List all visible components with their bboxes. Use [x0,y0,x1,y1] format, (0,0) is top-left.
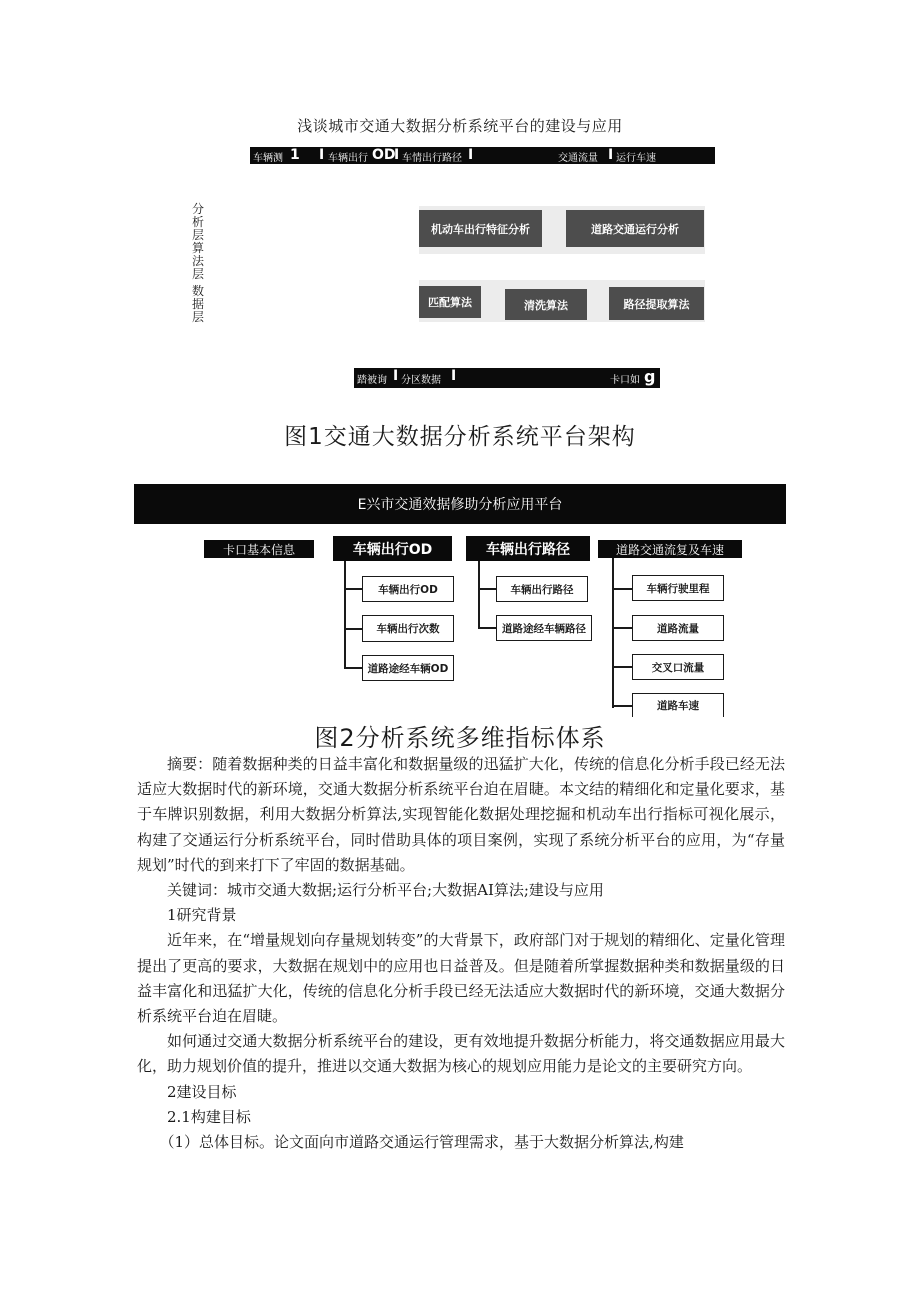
fig2-leaf: 道路流量 [632,615,724,641]
paragraph: 近年来，在“增量规划向存量规划转变”的大背景下，政府部门对于规划的精细化、定量化管理提出了更高的要求，大数据在规划中的应用也日益普及。但是随着所掌握数据种类和数据量级的日益丰富化和迅猛扩大化，传统的信息化分析手段已经无法适应大数据时代的新环境，交通大数据分析系统平台迫在眉睫。 [137,931,785,1026]
paragraph: 如何通过交通大数据分析系统平台的建设，更有效地提升数据分析能力，将交通数据应用最大化，助力规划价值的提升，推进以交通大数据为核心的规划应用能力是论文的主要研究方向。 [137,1032,785,1076]
tree-connector [478,561,480,628]
fig2-leaf: 道路车速 [632,693,724,717]
layer-char: 层 [191,310,204,324]
fig1-top-sep: I [319,147,325,163]
fig2-leaf: 车辆出行次数 [362,615,454,642]
keywords: 关键词：城市交通大数据;运行分析平台;大数据AI算法;建设与应用 [167,881,604,900]
tree-connector [612,588,632,590]
fig1-top-seg: 交通流量 [558,153,598,164]
figure2-caption: 图2分析系统多维指标体系 [314,724,606,752]
fig1-bottom-sep: I [393,368,399,384]
tree-connector [344,667,362,669]
layer-char: 层 [191,228,204,242]
paragraph: （1）总体目标。论文面向市道路交通运行管理需求，基于大数据分析算法,构建 [159,1133,684,1152]
fig1-bottom-seg: 踏被询 [357,375,387,386]
fig1-top-seg: OD [372,147,396,163]
fig1-top-seg: 运行车速 [616,153,656,164]
fig2-header-checkpoint-info: 卡口基本信息 [204,540,314,558]
fig1-algorithm-box: 路径提取算法 [609,287,704,320]
tree-connector [344,588,362,590]
fig1-top-seg: 1 [290,147,300,163]
fig1-top-seg: 车辆测 [253,153,283,164]
tree-connector [612,666,632,668]
fig1-bottom-seg: 分区数据 [401,375,441,386]
tree-connector [612,627,632,629]
layer-char: 法 [191,254,204,268]
tree-connector [612,705,632,707]
fig2-header-trip-path: 车辆出行路径 [466,536,590,561]
fig2-leaf: 车辆行驶里程 [632,575,724,601]
fig1-top-seg: 车情出行路径 [402,153,462,164]
section-heading: 2建设目标 [167,1082,237,1101]
layer-char: 分 [191,202,204,216]
layer-char: 层 [191,267,204,281]
layer-char: 析 [191,215,204,229]
fig1-bottom-sep: I [451,368,457,384]
figure1-caption: 图1交通大数据分析系统平台架构 [284,424,636,450]
fig1-algorithm-box: 匹配算法 [419,286,481,318]
fig1-analysis-box: 机动车出行特征分析 [419,210,542,247]
tree-connector [478,627,496,629]
fig2-leaf: 车辆出行OD [362,576,454,602]
paper-body [137,752,785,1155]
subsection-heading: 2.1构建目标 [167,1107,251,1126]
fig2-leaf: 道路途经车辆路径 [496,615,592,641]
layer-char: 算 [191,241,204,255]
fig2-leaf: 交叉口流量 [632,654,724,680]
fig1-output-layer-bar [250,147,715,164]
layer-char: 据 [191,297,204,311]
tree-connector [344,628,362,630]
abstract: 摘要：随着数据种类的日益丰富化和数据量级的迅猛扩大化，传统的信息化分析手段已经无法适应大数据时代的新环境，交通大数据分析系统平台迫在眉睫。本文结的精细化和定量化要求，基于车牌识别数据，利用大数据分析算法,实现智能化数据处理挖掘和机动车出行指标可视化展示，构建了交通运行分析系统平台，同时借助具体的项目案例，实现了系统分析平台的应用，为“存量规划”时代的到来打下了牢固的数据基础。 [137,755,785,874]
fig1-algorithm-box: 清洗算法 [505,289,587,320]
fig2-leaf: 车辆出行路径 [496,576,588,602]
fig1-data-layer-bar [354,368,660,388]
fig2-header-trip-od: 车辆出行OD [333,536,452,561]
fig2-header-flow-speed: 道路交通流复及车速 [598,540,742,558]
tree-connector [478,588,496,590]
fig1-bottom-seg: g [644,367,656,386]
fig1-top-sep: I [608,147,614,163]
fig1-analysis-box: 道路交通运行分析 [566,210,704,247]
tree-connector [612,558,614,708]
tree-connector [344,561,346,669]
fig1-bottom-seg: 卡口如 [610,375,640,386]
fig1-top-sep: I [468,147,474,163]
fig1-top-sep: I [394,147,400,163]
fig2-platform-banner: E兴市交通效据修助分析应用平台 [134,484,786,524]
fig1-layer-label [191,203,205,324]
fig2-leaf: 道路途经车辆OD [362,655,454,681]
layer-char: 数 [191,284,204,298]
fig1-top-seg: 车辆出行 [328,153,368,164]
section-heading: 1研究背景 [167,906,237,925]
document-title: 浅谈城市交通大数据分析系统平台的建设与应用 [297,117,623,135]
